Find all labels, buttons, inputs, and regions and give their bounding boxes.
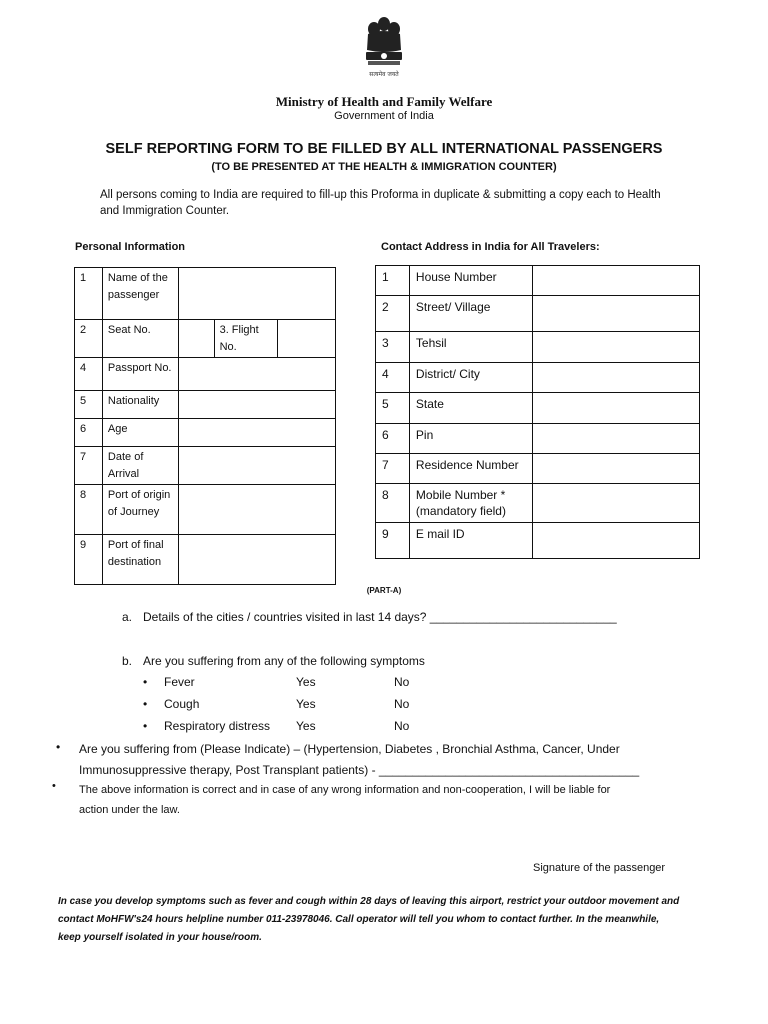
row-number: 6 (75, 419, 103, 447)
symptom-name: Fever (164, 675, 195, 689)
field-input-age[interactable] (178, 419, 335, 447)
question-a-text: Details of the cities / countries visited in last 14 days? ____________________________ (143, 610, 617, 624)
ministry-name: Ministry of Health and Family Welfare (275, 94, 493, 109)
field-label: District/ City (409, 363, 532, 393)
field-label: E mail ID (409, 523, 532, 559)
contact-address-table (375, 265, 700, 559)
field-label: State (409, 393, 532, 424)
field-input-house-number[interactable] (532, 266, 699, 296)
field-label: Age (102, 419, 178, 447)
field-input-state[interactable] (532, 393, 699, 424)
table-row (75, 320, 336, 358)
form-title: SELF REPORTING FORM TO BE FILLED BY ALL INTERNATIONAL PASSENGERS (105, 141, 663, 157)
bullet-icon: • (143, 719, 148, 733)
question-b-marker: b. (122, 654, 133, 668)
field-label: Port of origin of Journey (102, 485, 178, 535)
signature-label: Signature of the passenger (533, 862, 666, 874)
field-input-mobile[interactable] (532, 484, 699, 523)
table-row (376, 332, 700, 363)
row-number: 9 (376, 523, 410, 559)
row-number: 4 (75, 358, 103, 391)
symptom-name: Cough (164, 697, 200, 711)
field-input-pin[interactable] (532, 424, 699, 454)
row-number: 9 (75, 535, 103, 585)
part-a-label: (PART-A) (366, 586, 402, 595)
row-number: 6 (376, 424, 410, 454)
bullet-icon: • (143, 675, 148, 689)
table-row (376, 363, 700, 393)
table-row (75, 535, 336, 585)
row-number: 5 (376, 393, 410, 424)
symptom-yes-option[interactable]: Yes (296, 697, 316, 711)
field-input-email[interactable] (532, 523, 699, 559)
question-a-marker: a. (122, 610, 133, 624)
field-label: Port of final destination (102, 535, 178, 585)
field-input-passport[interactable] (178, 358, 335, 391)
field-input-district[interactable] (532, 363, 699, 393)
field-label: Nationality (102, 391, 178, 419)
personal-info-table (74, 267, 336, 585)
symptom-name: Respiratory distress (164, 719, 271, 733)
row-number: 8 (75, 485, 103, 535)
intro-text: All persons coming to India are required to fill-up this Proforma in duplicate & submitting a copy each to Health and Immigration Counter. (100, 189, 661, 217)
row-number: 5 (75, 391, 103, 419)
symptom-no-option[interactable]: No (394, 675, 410, 689)
row-number: 4 (376, 363, 410, 393)
table-row (376, 393, 700, 424)
field-label: Residence Number (409, 454, 532, 484)
form-subtitle: (TO BE PRESENTED AT THE HEALTH & IMMIGRATION COUNTER) (211, 161, 557, 173)
table-row (376, 454, 700, 484)
field-label: Pin (409, 424, 532, 454)
row-number: 7 (376, 454, 410, 484)
field-input-flight[interactable] (278, 320, 336, 358)
table-row (376, 523, 700, 559)
table-row (376, 424, 700, 454)
footer-advisory: In case you develop symptoms such as fever and cough within 28 days of leaving this airport, restrict your outdoor movement and contact MoHFW's24 hours helpline number 011-23978046. Call operator will tell you whom to contact further. In the meanwhile, keep yourself isolated in your house/room. (58, 896, 680, 943)
question-b-text: Are you suffering from any of the following symptoms (143, 654, 425, 668)
bullet-icon: • (56, 740, 61, 754)
personal-info-heading: Personal Information (75, 241, 186, 253)
row-number: 2 (75, 320, 103, 358)
bullet-icon: • (52, 780, 56, 792)
field-label: Street/ Village (409, 296, 532, 332)
symptom-no-option[interactable]: No (394, 697, 410, 711)
contact-address-heading: Contact Address in India for All Travelers: (381, 241, 600, 253)
field-label: Name of the passenger (102, 268, 178, 320)
row-number: 8 (376, 484, 410, 523)
emblem-motto: सत्यमेव जयते (369, 71, 399, 78)
field-label: Mobile Number * (mandatory field) (409, 484, 532, 523)
field-label: 3. Flight No. (214, 320, 278, 358)
row-number: 1 (376, 266, 410, 296)
symptom-yes-option[interactable]: Yes (296, 719, 316, 733)
row-number: 2 (376, 296, 410, 332)
table-row (75, 447, 336, 485)
table-row (75, 485, 336, 535)
symptom-yes-option[interactable]: Yes (296, 675, 316, 689)
table-row (376, 296, 700, 332)
bullet-icon: • (143, 697, 148, 711)
row-number: 7 (75, 447, 103, 485)
national-emblem-icon (354, 14, 414, 80)
table-row (75, 358, 336, 391)
field-label: Seat No. (102, 320, 178, 358)
field-input-arrival-date[interactable] (178, 447, 335, 485)
declaration-text: The above information is correct and in case of any wrong information and non-cooperation, I will be liable for action under the law. (79, 784, 611, 816)
field-input-tehsil[interactable] (532, 332, 699, 363)
table-row (75, 268, 336, 320)
field-input-nationality[interactable] (178, 391, 335, 419)
conditions-question: Are you suffering from (Please Indicate) – (Hypertension, Diabetes , Bronchial Asthma, Cancer, Under Immunosuppressive therapy, Post Transplant patients) - _______________________________________ (79, 742, 640, 777)
field-label: Tehsil (409, 332, 532, 363)
table-row (75, 391, 336, 419)
field-input-destination-port[interactable] (178, 535, 335, 585)
government-name: Government of India (334, 110, 434, 122)
field-input-name[interactable] (178, 268, 335, 320)
field-input-residence-number[interactable] (532, 454, 699, 484)
field-label: Passport No. (102, 358, 178, 391)
table-row (75, 419, 336, 447)
table-row (376, 484, 700, 523)
field-input-street[interactable] (532, 296, 699, 332)
field-input-seat[interactable] (178, 320, 214, 358)
table-row (376, 266, 700, 296)
field-label: Date of Arrival (102, 447, 178, 485)
field-input-origin-port[interactable] (178, 485, 335, 535)
symptom-no-option[interactable]: No (394, 719, 410, 733)
row-number: 1 (75, 268, 103, 320)
row-number: 3 (376, 332, 410, 363)
field-label: House Number (409, 266, 532, 296)
